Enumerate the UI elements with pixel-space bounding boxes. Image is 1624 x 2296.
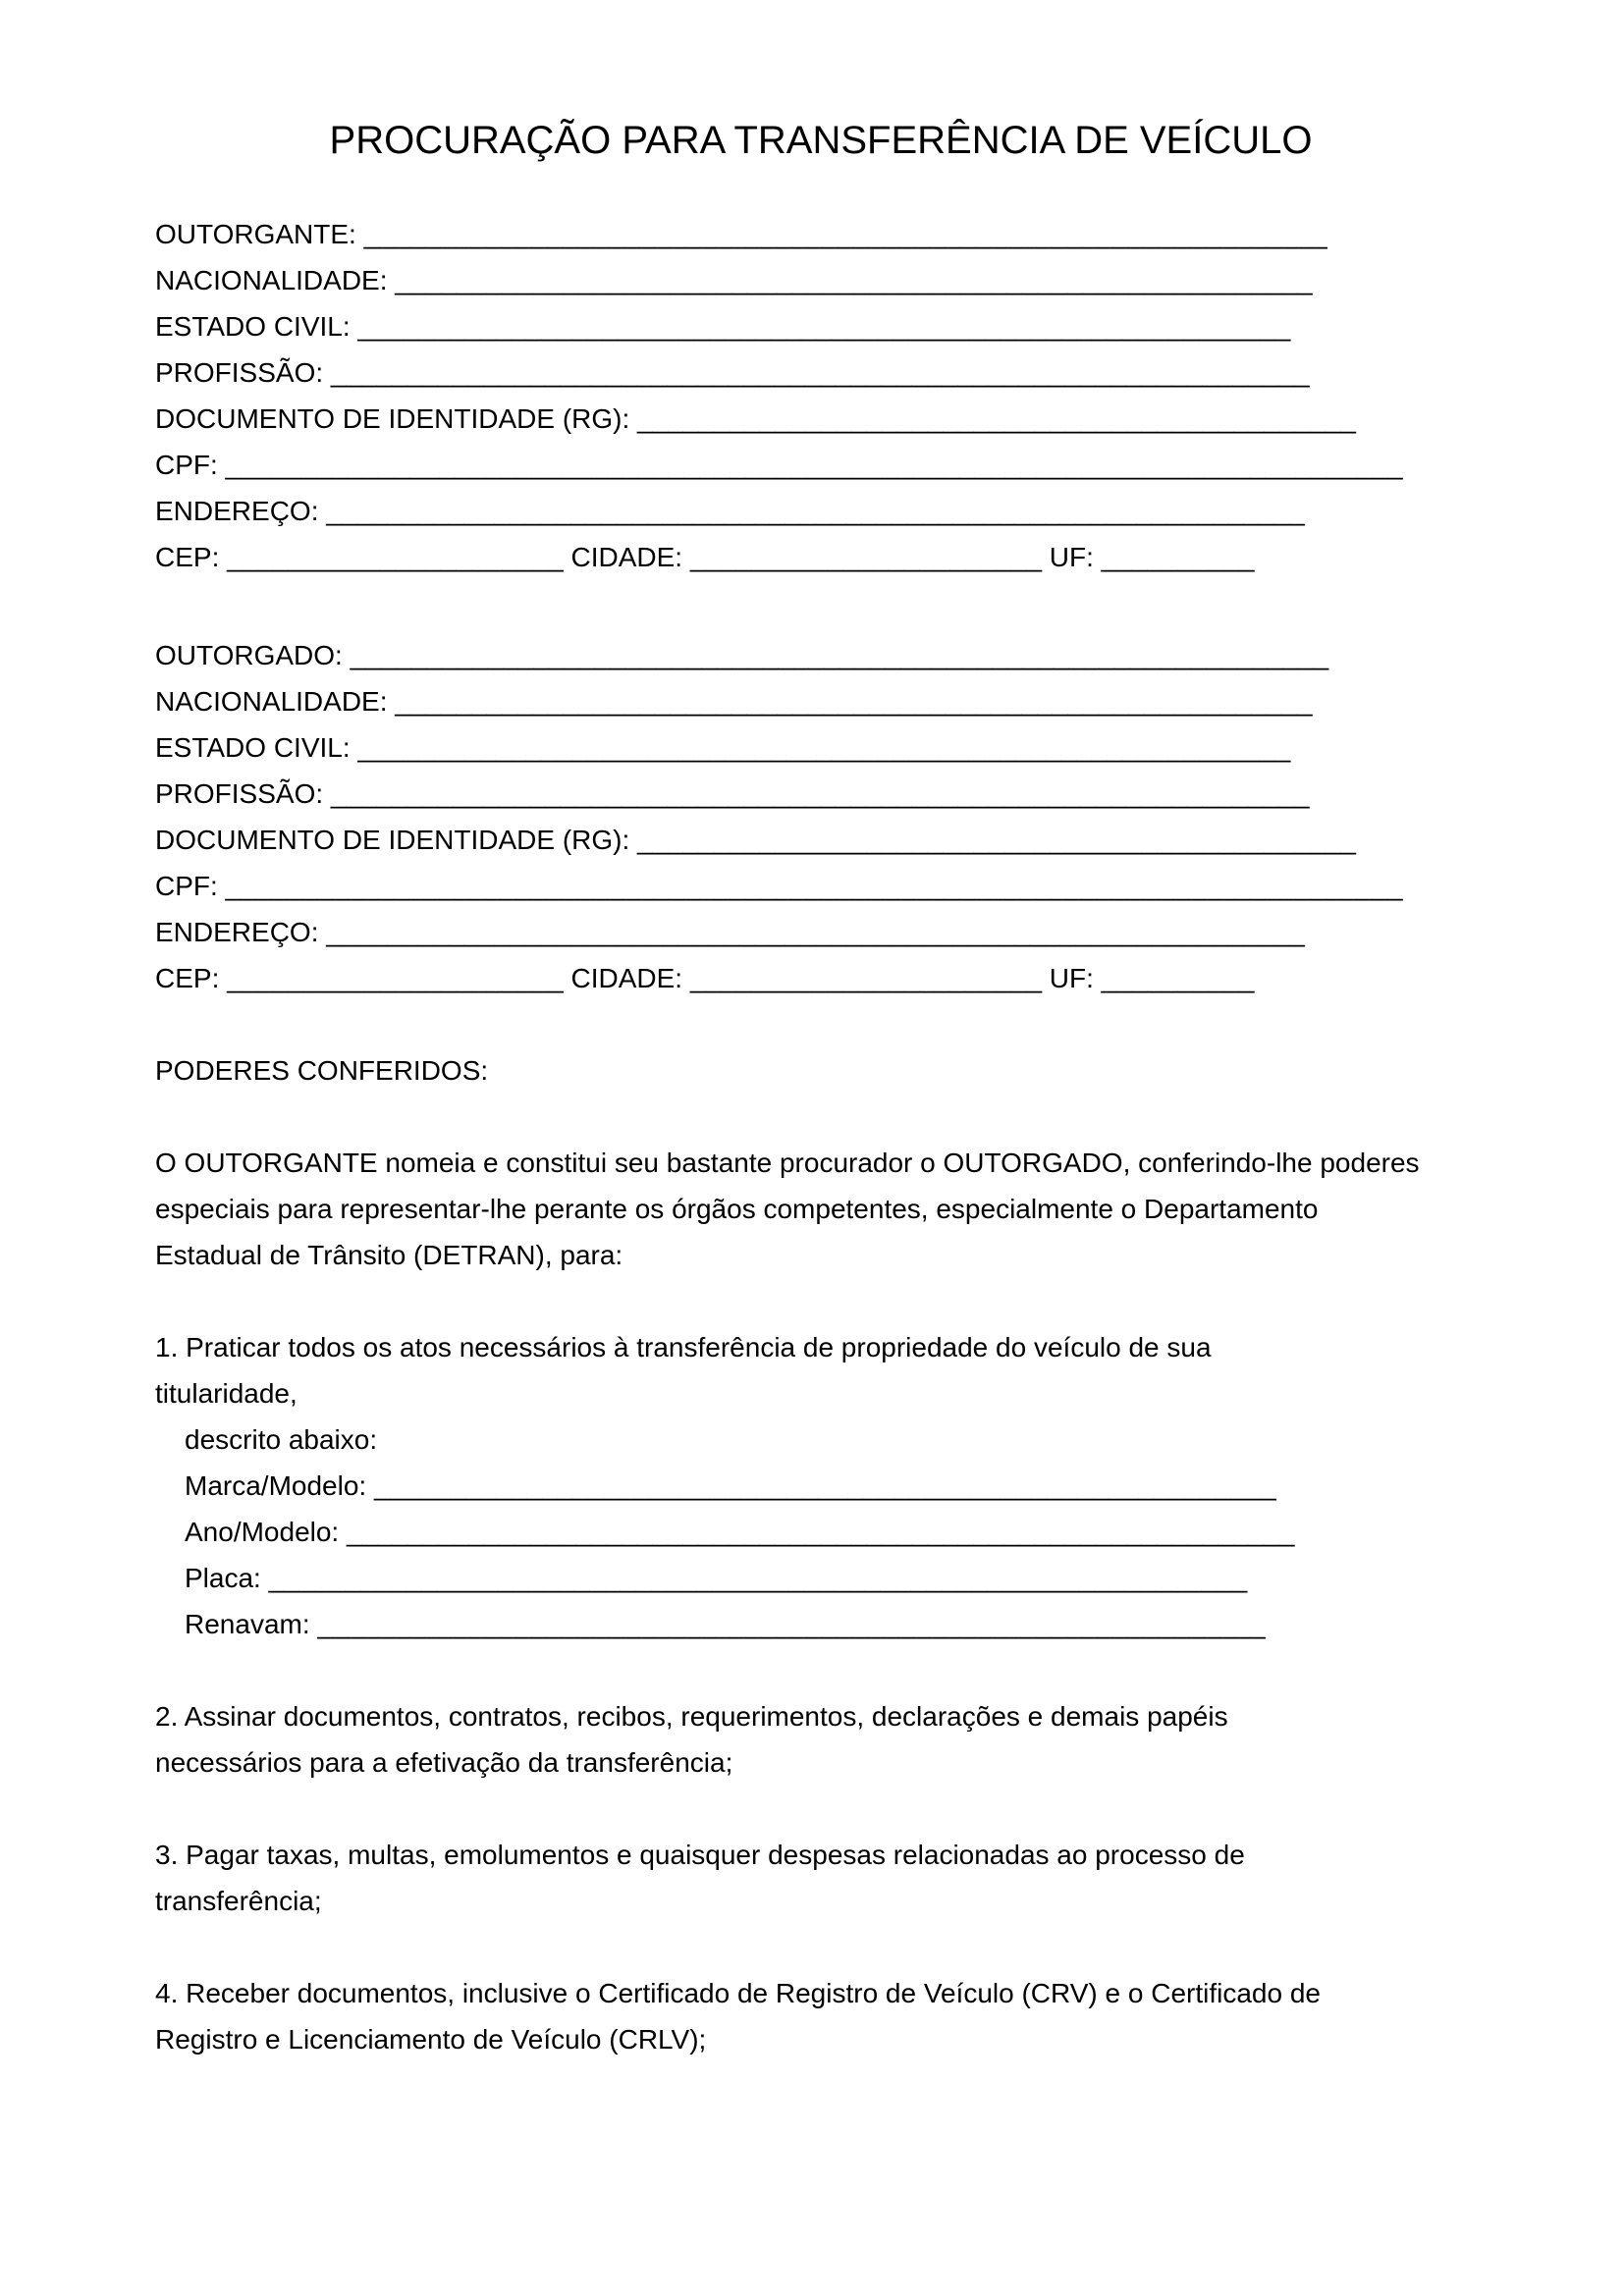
grantee-cpf-field: CPF: _____________________________________________________________________________	[155, 871, 1403, 901]
vehicle-plate-field: Placa: ________________________________________________________________	[185, 1563, 1248, 1593]
clause-2-line: necessários para a efetivação da transferência;	[155, 1747, 733, 1778]
grantor-cep-city-uf-field: CEP: ______________________ CIDADE: _______________________ UF: __________	[155, 542, 1255, 572]
grantor-marital-status-field: ESTADO CIVIL: _____________________________________________________________	[155, 311, 1291, 342]
spacer	[155, 1786, 1487, 1832]
spacer	[155, 1647, 1487, 1693]
clause-1-subline: descrito abaixo:	[185, 1424, 378, 1455]
grantee-profession-field: PROFISSÃO: ________________________________________________________________	[155, 778, 1310, 809]
clause-1-line: 1. Praticar todos os atos necessários à transferência de propriedade do veículo de sua	[155, 1332, 1212, 1362]
grantee-nationality-field: NACIONALIDADE: ____________________________________________________________	[155, 686, 1313, 717]
powers-intro-line: O OUTORGANTE nomeia e constitui seu bastante procurador o OUTORGADO, conferindo-lhe poderes	[155, 1148, 1420, 1178]
grantor-nationality-field: NACIONALIDADE: ____________________________________________________________	[155, 265, 1313, 295]
spacer	[155, 1924, 1487, 1970]
grantee-address-field: ENDEREÇO: ________________________________________________________________	[155, 917, 1305, 947]
clause-3-line: transferência;	[155, 1886, 322, 1916]
clause-3-line: 3. Pagar taxas, multas, emolumentos e quaisquer despesas relacionadas ao processo de	[155, 1840, 1245, 1870]
grantor-name-field: OUTORGANTE: _______________________________________________________________	[155, 219, 1327, 249]
clause-2-line: 2. Assinar documentos, contratos, recibos, requerimentos, declarações e demais papéis	[155, 1701, 1228, 1732]
vehicle-renavam-field: Renavam: ______________________________________________________________	[185, 1609, 1266, 1639]
grantee-name-field: OUTORGADO: ________________________________________________________________	[155, 640, 1329, 670]
vehicle-make-model-field: Marca/Modelo: ___________________________________________________________	[185, 1470, 1276, 1501]
spacer	[155, 1094, 1487, 1140]
clause-4-line: 4. Receber documentos, inclusive o Certificado de Registro de Veículo (CRV) e o Certificado de	[155, 1978, 1321, 2008]
spacer	[155, 1001, 1487, 1047]
grantee-cep-city-uf-field: CEP: ______________________ CIDADE: _______________________ UF: __________	[155, 963, 1255, 993]
grantee-marital-status-field: ESTADO CIVIL: _____________________________________________________________	[155, 732, 1291, 763]
grantor-rg-field: DOCUMENTO DE IDENTIDADE (RG): _______________________________________________	[155, 403, 1356, 434]
spacer	[155, 580, 1487, 632]
powers-heading: PODERES CONFERIDOS:	[155, 1055, 489, 1086]
grantee-rg-field: DOCUMENTO DE IDENTIDADE (RG): _______________________________________________	[155, 825, 1356, 855]
document-title: PROCURAÇÃO PARA TRANSFERÊNCIA DE VEÍCULO	[329, 119, 1313, 162]
powers-intro-line: Estadual de Trânsito (DETRAN), para:	[155, 1240, 623, 1270]
powers-intro-line: especiais para representar-lhe perante os órgãos competentes, especialmente o Departamento	[155, 1194, 1319, 1224]
grantor-profession-field: PROFISSÃO: ________________________________________________________________	[155, 357, 1310, 388]
vehicle-year-model-field: Ano/Modelo: ______________________________________________________________	[185, 1517, 1295, 1547]
grantor-address-field: ENDEREÇO: ________________________________________________________________	[155, 496, 1305, 526]
spacer	[155, 168, 1487, 211]
clause-1-line: titularidade,	[155, 1378, 298, 1409]
spacer	[155, 1278, 1487, 1324]
document-content	[155, 0, 1487, 2062]
grantor-cpf-field: CPF: _____________________________________________________________________________	[155, 450, 1403, 480]
clause-4-line: Registro e Licenciamento de Veículo (CRLV);	[155, 2024, 707, 2055]
